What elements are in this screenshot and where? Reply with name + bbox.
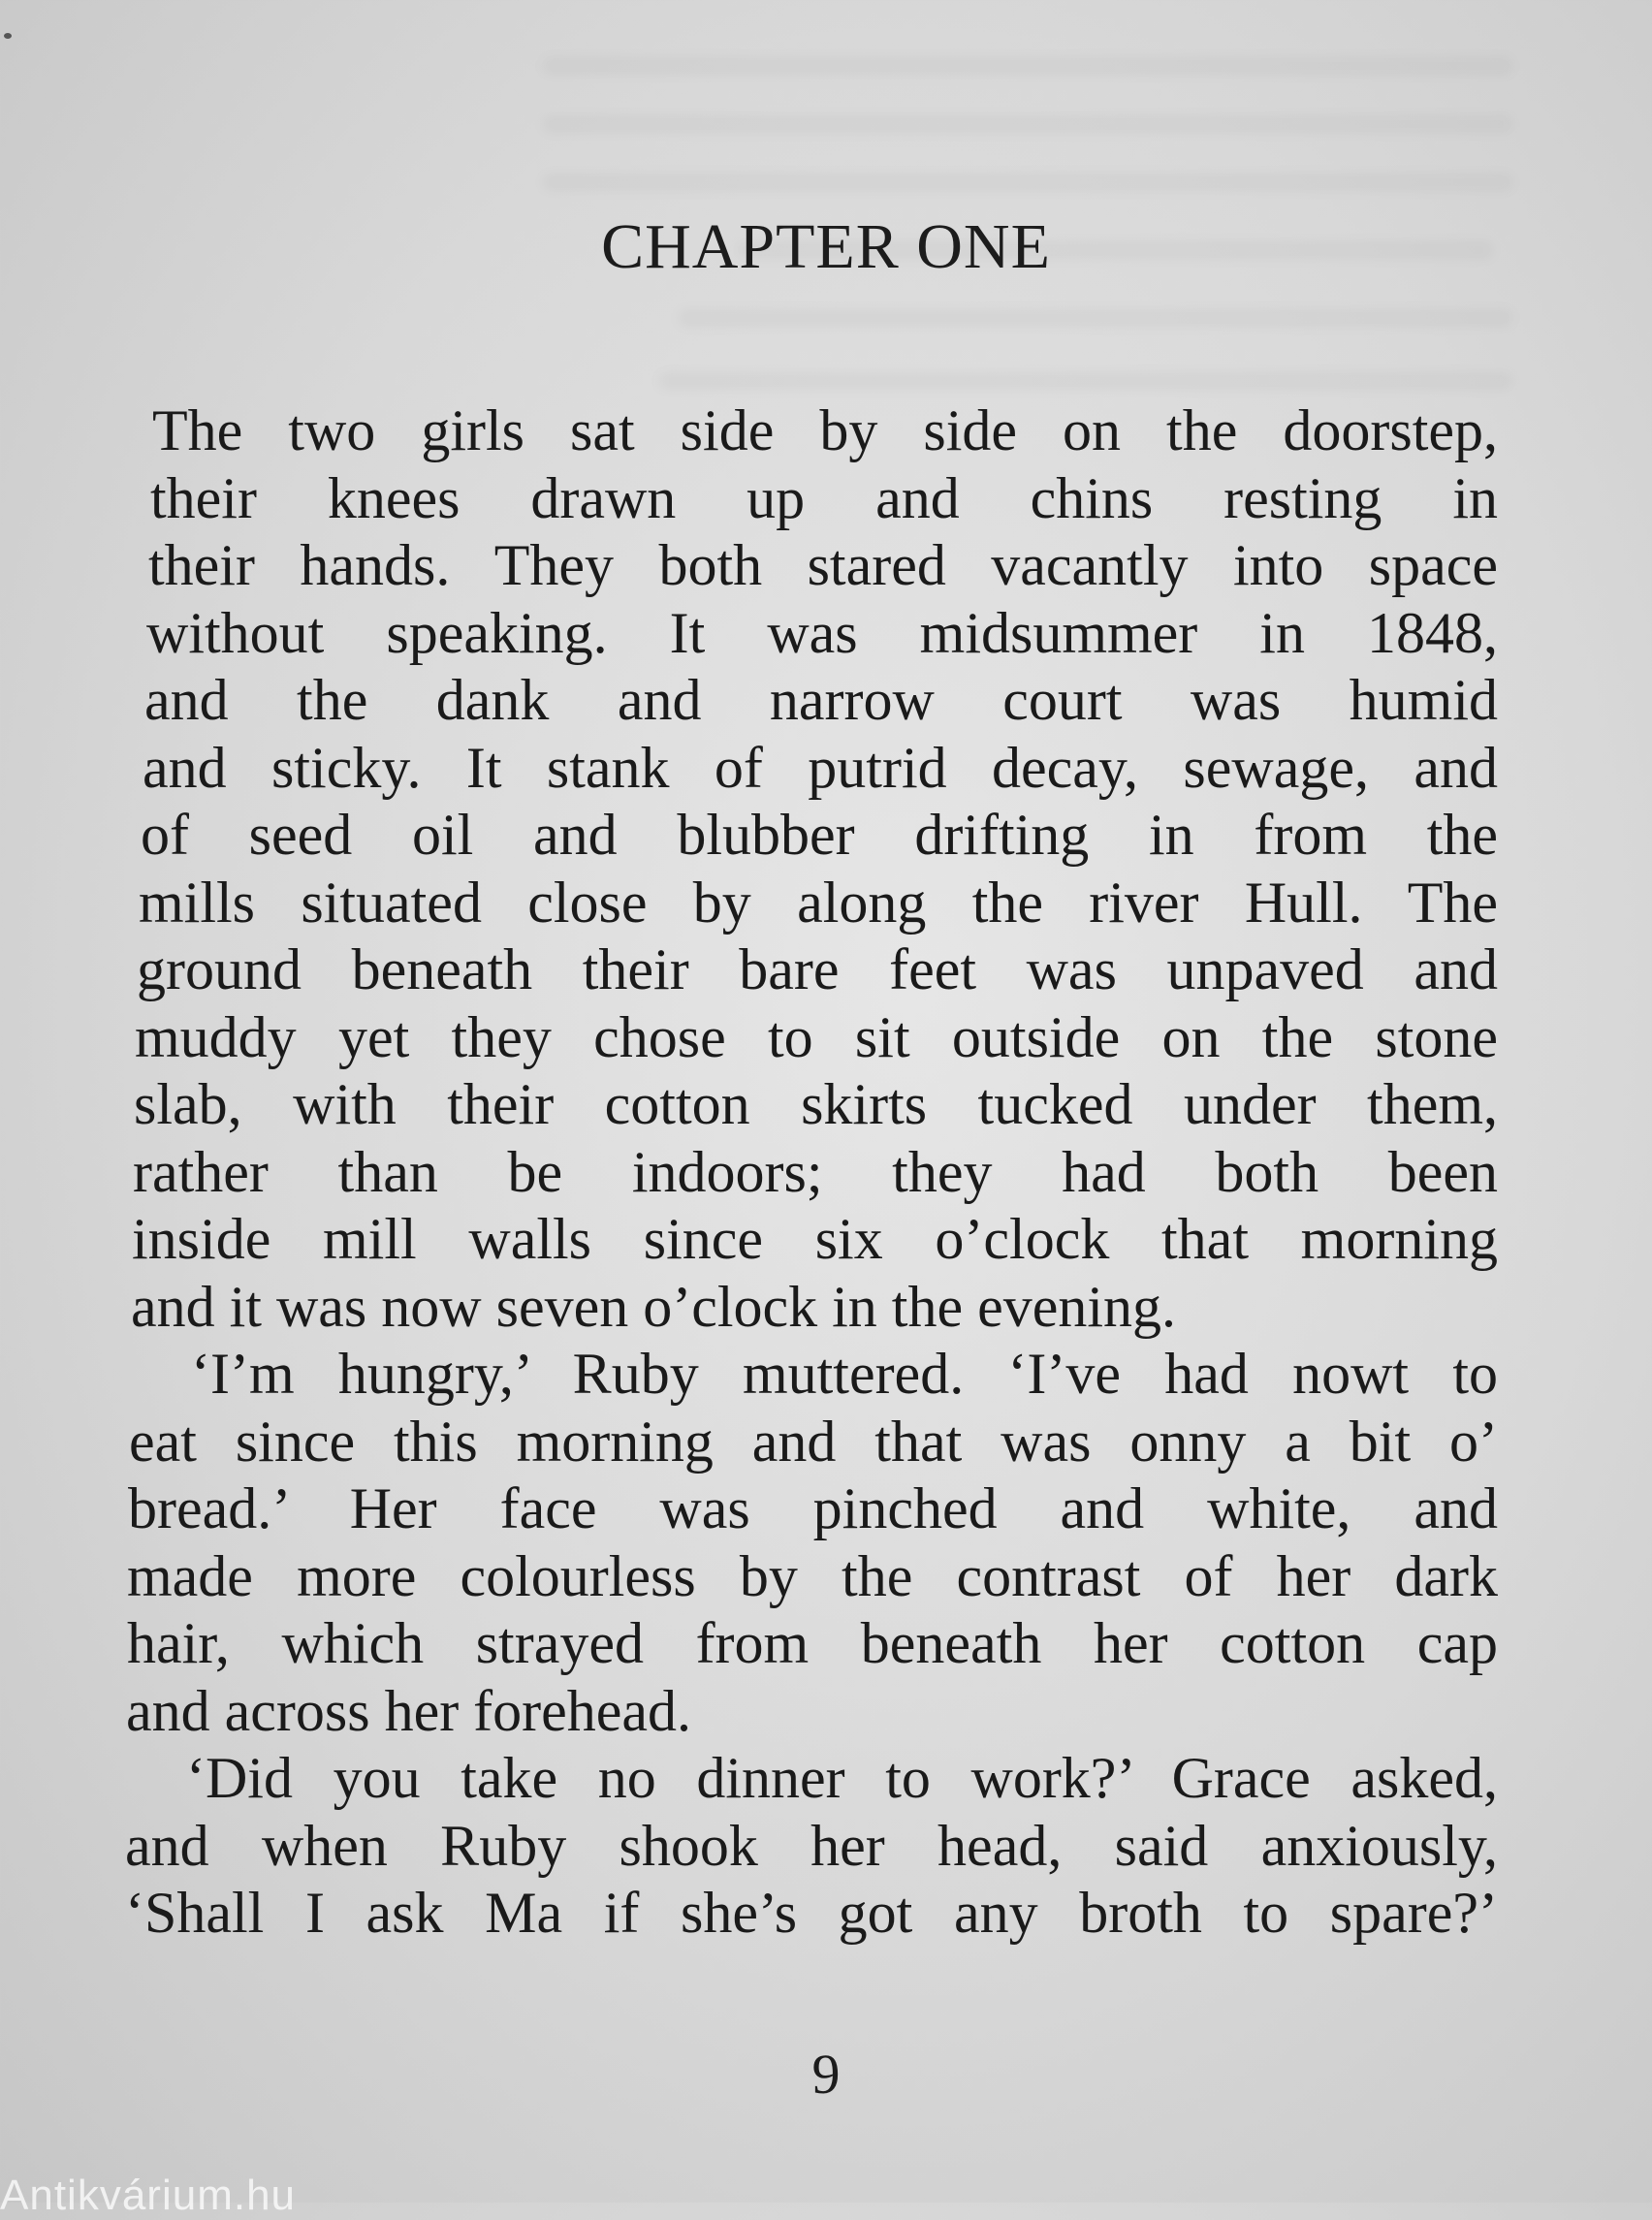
text-line: ground beneath their bare feet was unpaved and [137,937,1498,1001]
chapter-title: CHAPTER ONE [601,211,1051,282]
text-line: made more colourless by the contrast of her dark [127,1543,1498,1608]
text-line: their hands. They both stared vacantly into space [148,533,1498,597]
text-line: bread.’ Her face was pinched and white, and [128,1476,1498,1540]
chapter-body [125,397,1498,1948]
bleed-through-shadow [543,174,1512,190]
text-line: muddy yet they chose to sit outside on the stone [135,1004,1498,1069]
text-line: The two girls sat side by side on the doorstep, [152,398,1498,462]
text-line: and across her forehead. [126,1678,692,1743]
text-line: and it was now seven o’clock in the evening. [131,1274,1177,1339]
text-line: hair, which strayed from beneath her cotton cap [127,1611,1498,1675]
text-line: and the dank and narrow court was humid [144,668,1498,732]
text-line: without speaking. It was midsummer in 1848, [146,600,1498,665]
text-line: and sticky. It stank of putrid decay, sewage, and [143,735,1498,800]
text-line: of seed oil and blubber drifting in from the [141,803,1498,867]
bleed-through-shadow [543,58,1512,74]
bleed-through-shadow [679,310,1512,326]
text-line: and when Ruby shook her head, said anxiously, [125,1813,1498,1878]
text-line: ‘I’m hungry,’ Ruby muttered. ‘I’ve had nowt to [191,1342,1498,1406]
text-line: eat since this morning and that was onny a bit o’ [129,1409,1498,1474]
page-number: 9 [811,2043,841,2106]
text-line: slab, with their cotton skirts tucked under them, [134,1072,1498,1136]
dust-speck [4,33,12,39]
text-line: rather than be indoors; they had both been [133,1139,1498,1204]
watermark: Antikvárium.hu [0,2172,297,2219]
bleed-through-shadow [659,373,1512,389]
text-line: mills situated close by along the river Hull. The [139,870,1498,935]
bleed-through-shadow [543,116,1512,132]
text-line: inside mill walls since six o’clock that morning [132,1207,1498,1271]
text-line: ‘Did you take no dinner to work?’ Grace asked, [186,1746,1498,1810]
text-line: ‘Shall I ask Ma if she’s got any broth to spare?’ [125,1881,1498,1945]
text-line: their knees drawn up and chins resting in [150,465,1498,530]
